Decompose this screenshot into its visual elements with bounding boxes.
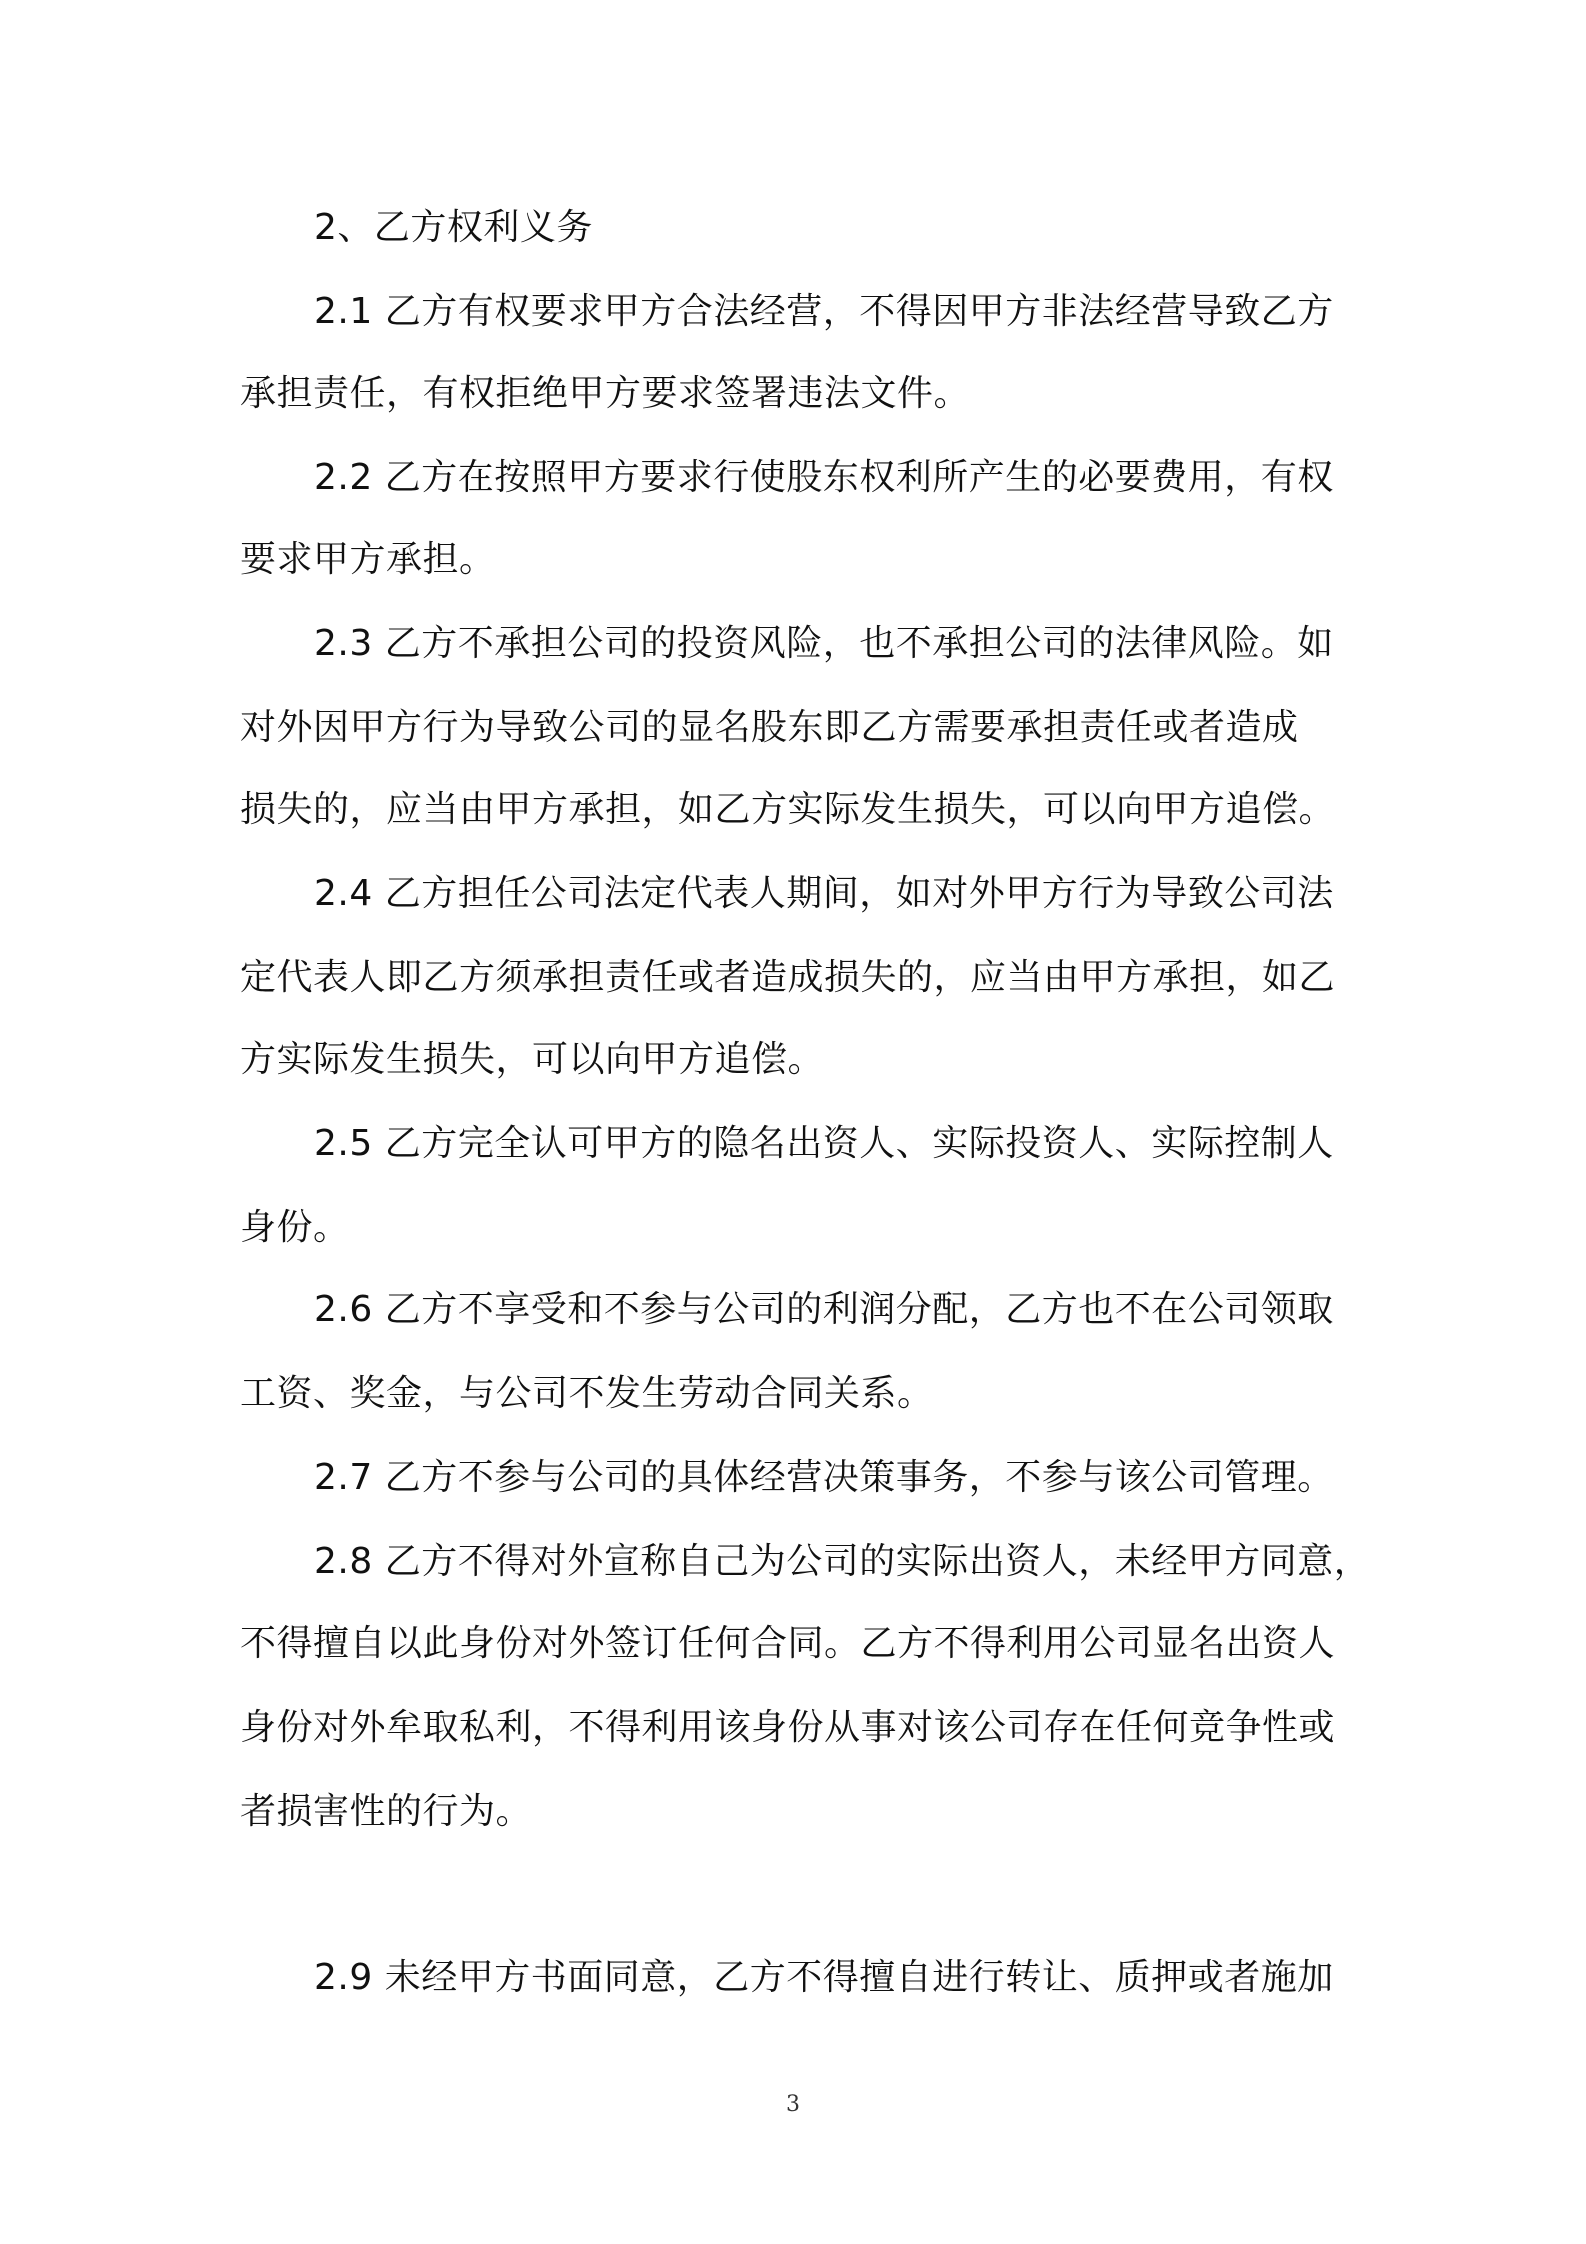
clause-2-8-line-1: 2.8 乙方不得对外宣称自己为公司的实际出资人，未经甲方同意， (314, 1541, 1371, 1582)
clause-2-6-line-1: 2.6 乙方不享受和不参与公司的利润分配，乙方也不在公司领取 (314, 1289, 1334, 1330)
clause-2-4-line-1: 2.4 乙方担任公司法定代表人期间，如对外甲方行为导致公司法 (314, 873, 1334, 914)
page-number: 3 (786, 2092, 800, 2117)
clause-2-8-line-4: 者损害性的行为。 (240, 1791, 533, 1832)
clause-2-3-line-2: 对外因甲方行为导致公司的显名股东即乙方需要承担责任或者造成 (240, 707, 1299, 748)
clause-2-5-line-1: 2.5 乙方完全认可甲方的隐名出资人、实际投资人、实际控制人 (314, 1123, 1334, 1164)
clause-2-8-line-3: 身份对外牟取私利，不得利用该身份从事对该公司存在任何竞争性或 (240, 1707, 1336, 1748)
clause-2-3-line-3: 损失的，应当由甲方承担，如乙方实际发生损失，可以向甲方追偿。 (240, 789, 1336, 830)
clause-2-3-line-1: 2.3 乙方不承担公司的投资风险，也不承担公司的法律风险。如 (314, 623, 1334, 664)
clause-2-7-line-1: 2.7 乙方不参与公司的具体经营决策事务，不参与该公司管理。 (314, 1457, 1334, 1498)
clause-2-4-line-3: 方实际发生损失，可以向甲方追偿。 (240, 1039, 825, 1080)
clause-2-1-line-1: 2.1 乙方有权要求甲方合法经营，不得因甲方非法经营导致乙方 (314, 291, 1334, 332)
clause-2-5-line-2: 身份。 (240, 1207, 350, 1248)
clause-2-2-line-1: 2.2 乙方在按照甲方要求行使股东权利所产生的必要费用，有权 (314, 457, 1334, 498)
clause-2-9-line-1: 2.9 未经甲方书面同意，乙方不得擅自进行转让、质押或者施加 (314, 1957, 1334, 1998)
section-heading: 2、乙方权利义务 (314, 207, 593, 248)
clause-2-2-line-2: 要求甲方承担。 (240, 539, 496, 580)
clause-2-1-line-2: 承担责任，有权拒绝甲方要求签署违法文件。 (240, 373, 971, 414)
clause-2-6-line-2: 工资、奖金，与公司不发生劳动合同关系。 (240, 1373, 934, 1414)
clause-2-8-line-2: 不得擅自以此身份对外签订任何合同。乙方不得利用公司显名出资人 (240, 1623, 1336, 1664)
clause-2-4-line-2: 定代表人即乙方须承担责任或者造成损失的，应当由甲方承担，如乙 (240, 957, 1336, 998)
